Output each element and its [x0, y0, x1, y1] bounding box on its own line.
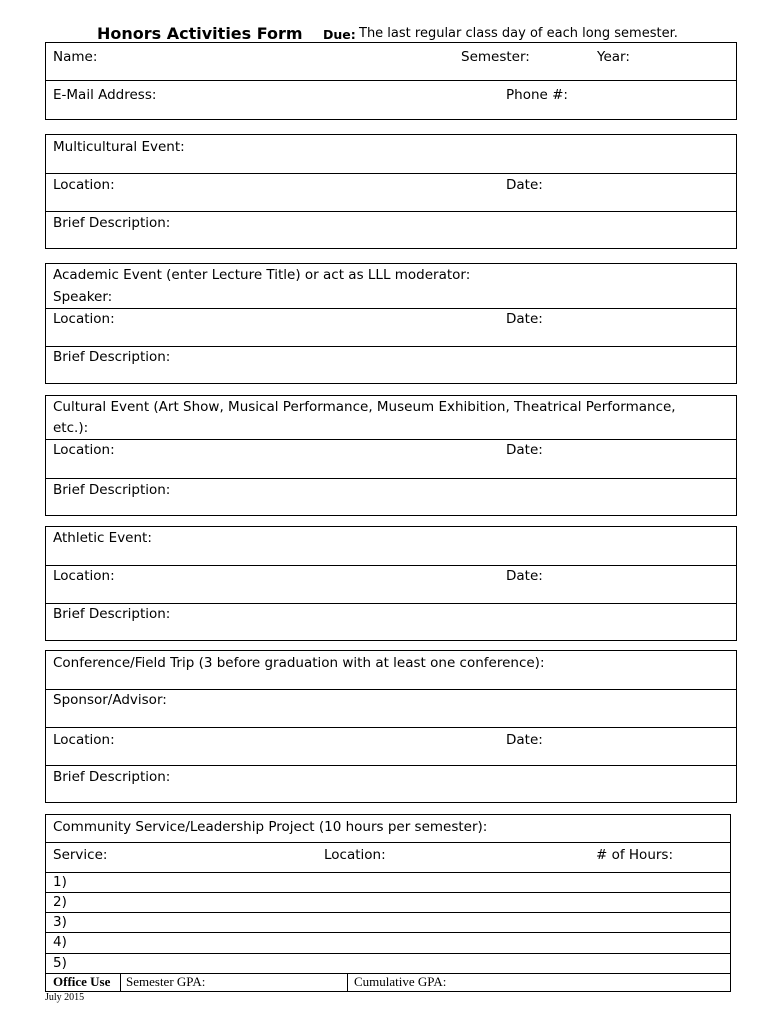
- community-item-5[interactable]: 5): [53, 955, 67, 971]
- cultural-location-row: [46, 440, 736, 479]
- academic-section: [45, 263, 737, 384]
- form-title: Honors Activities Form: [97, 24, 303, 43]
- academic-description-row: [46, 347, 736, 383]
- conference-title-row: [46, 651, 736, 690]
- conference-location-field[interactable]: Location:: [53, 732, 115, 748]
- due-text: The last regular class day of each long semester.: [359, 26, 678, 41]
- cultural-location-field[interactable]: Location:: [53, 442, 115, 458]
- conference-sponsor-row: [46, 690, 736, 728]
- conference-description-row: [46, 766, 736, 802]
- conference-date-field[interactable]: Date:: [506, 732, 543, 748]
- athletic-description-row: [46, 604, 736, 640]
- semester-gpa-field[interactable]: Semester GPA:: [126, 974, 206, 989]
- name-field[interactable]: Name:: [53, 49, 98, 65]
- office-divider-1: [120, 974, 121, 991]
- cultural-date-field[interactable]: Date:: [506, 442, 543, 458]
- cumulative-gpa-field[interactable]: Cumulative GPA:: [354, 974, 447, 989]
- multicultural-location-field[interactable]: Location:: [53, 177, 115, 193]
- footer-date: July 2015: [45, 992, 85, 1003]
- cultural-section: [45, 395, 737, 516]
- cultural-title-row: [46, 396, 736, 440]
- conference-section: [45, 650, 737, 803]
- community-item-4[interactable]: 4): [53, 934, 67, 950]
- community-item-row: [46, 933, 730, 954]
- community-header-row: [46, 843, 730, 873]
- community-project-field[interactable]: Community Service/Leadership Project (10 hours per semester):: [53, 819, 488, 835]
- conference-location-row: [46, 728, 736, 766]
- athletic-section: [45, 526, 737, 641]
- athletic-title-row: [46, 527, 736, 566]
- student-row-1: [46, 43, 736, 81]
- athletic-location-field[interactable]: Location:: [53, 568, 115, 584]
- athletic-location-row: [46, 566, 736, 604]
- year-field[interactable]: Year:: [597, 49, 630, 65]
- academic-location-field[interactable]: Location:: [53, 311, 115, 327]
- academic-location-row: [46, 309, 736, 347]
- community-item-row: [46, 893, 730, 913]
- community-item-1[interactable]: 1): [53, 874, 67, 890]
- academic-title-row: [46, 264, 736, 309]
- athletic-event-field[interactable]: Athletic Event:: [53, 530, 152, 546]
- multicultural-location-row: [46, 174, 736, 212]
- cultural-description-field[interactable]: Brief Description:: [53, 482, 171, 498]
- cultural-event-field[interactable]: Cultural Event (Art Show, Musical Performance, Museum Exhibition, Theatrical Performance,: [53, 399, 676, 415]
- community-item-row: [46, 913, 730, 933]
- academic-event-field[interactable]: Academic Event (enter Lecture Title) or act as LLL moderator:: [53, 267, 471, 283]
- student-row-2: [46, 81, 736, 119]
- semester-field[interactable]: Semester:: [461, 49, 530, 65]
- email-field[interactable]: E-Mail Address:: [53, 87, 157, 103]
- athletic-description-field[interactable]: Brief Description:: [53, 606, 171, 622]
- office-divider-2: [347, 974, 348, 991]
- location-column-header: Location:: [324, 847, 386, 863]
- conference-event-field[interactable]: Conference/Field Trip (3 before graduation with at least one conference):: [53, 655, 545, 671]
- office-use-row: [46, 974, 730, 991]
- student-info-section: [45, 42, 737, 120]
- academic-speaker-field[interactable]: Speaker:: [53, 289, 113, 305]
- academic-description-field[interactable]: Brief Description:: [53, 349, 171, 365]
- conference-description-field[interactable]: Brief Description:: [53, 769, 171, 785]
- community-title-row: [46, 815, 730, 843]
- community-section: [45, 814, 731, 992]
- due-label: Due:: [323, 27, 356, 42]
- hours-column-header: # of Hours:: [596, 847, 674, 863]
- multicultural-event-field[interactable]: Multicultural Event:: [53, 139, 185, 155]
- multicultural-date-field[interactable]: Date:: [506, 177, 543, 193]
- cultural-event-field-cont: etc.):: [53, 420, 89, 436]
- multicultural-title-row: [46, 135, 736, 174]
- community-item-row: [46, 954, 730, 974]
- academic-date-field[interactable]: Date:: [506, 311, 543, 327]
- cultural-description-row: [46, 479, 736, 515]
- multicultural-section: [45, 134, 737, 249]
- community-item-2[interactable]: 2): [53, 894, 67, 910]
- service-column-header: Service:: [53, 847, 108, 863]
- community-item-3[interactable]: 3): [53, 914, 67, 930]
- phone-field[interactable]: Phone #:: [506, 87, 568, 103]
- multicultural-description-field[interactable]: Brief Description:: [53, 215, 171, 231]
- community-item-row: [46, 873, 730, 893]
- conference-sponsor-field[interactable]: Sponsor/Advisor:: [53, 692, 167, 708]
- athletic-date-field[interactable]: Date:: [506, 568, 543, 584]
- office-use-label: Office Use: [53, 974, 111, 989]
- multicultural-description-row: [46, 212, 736, 248]
